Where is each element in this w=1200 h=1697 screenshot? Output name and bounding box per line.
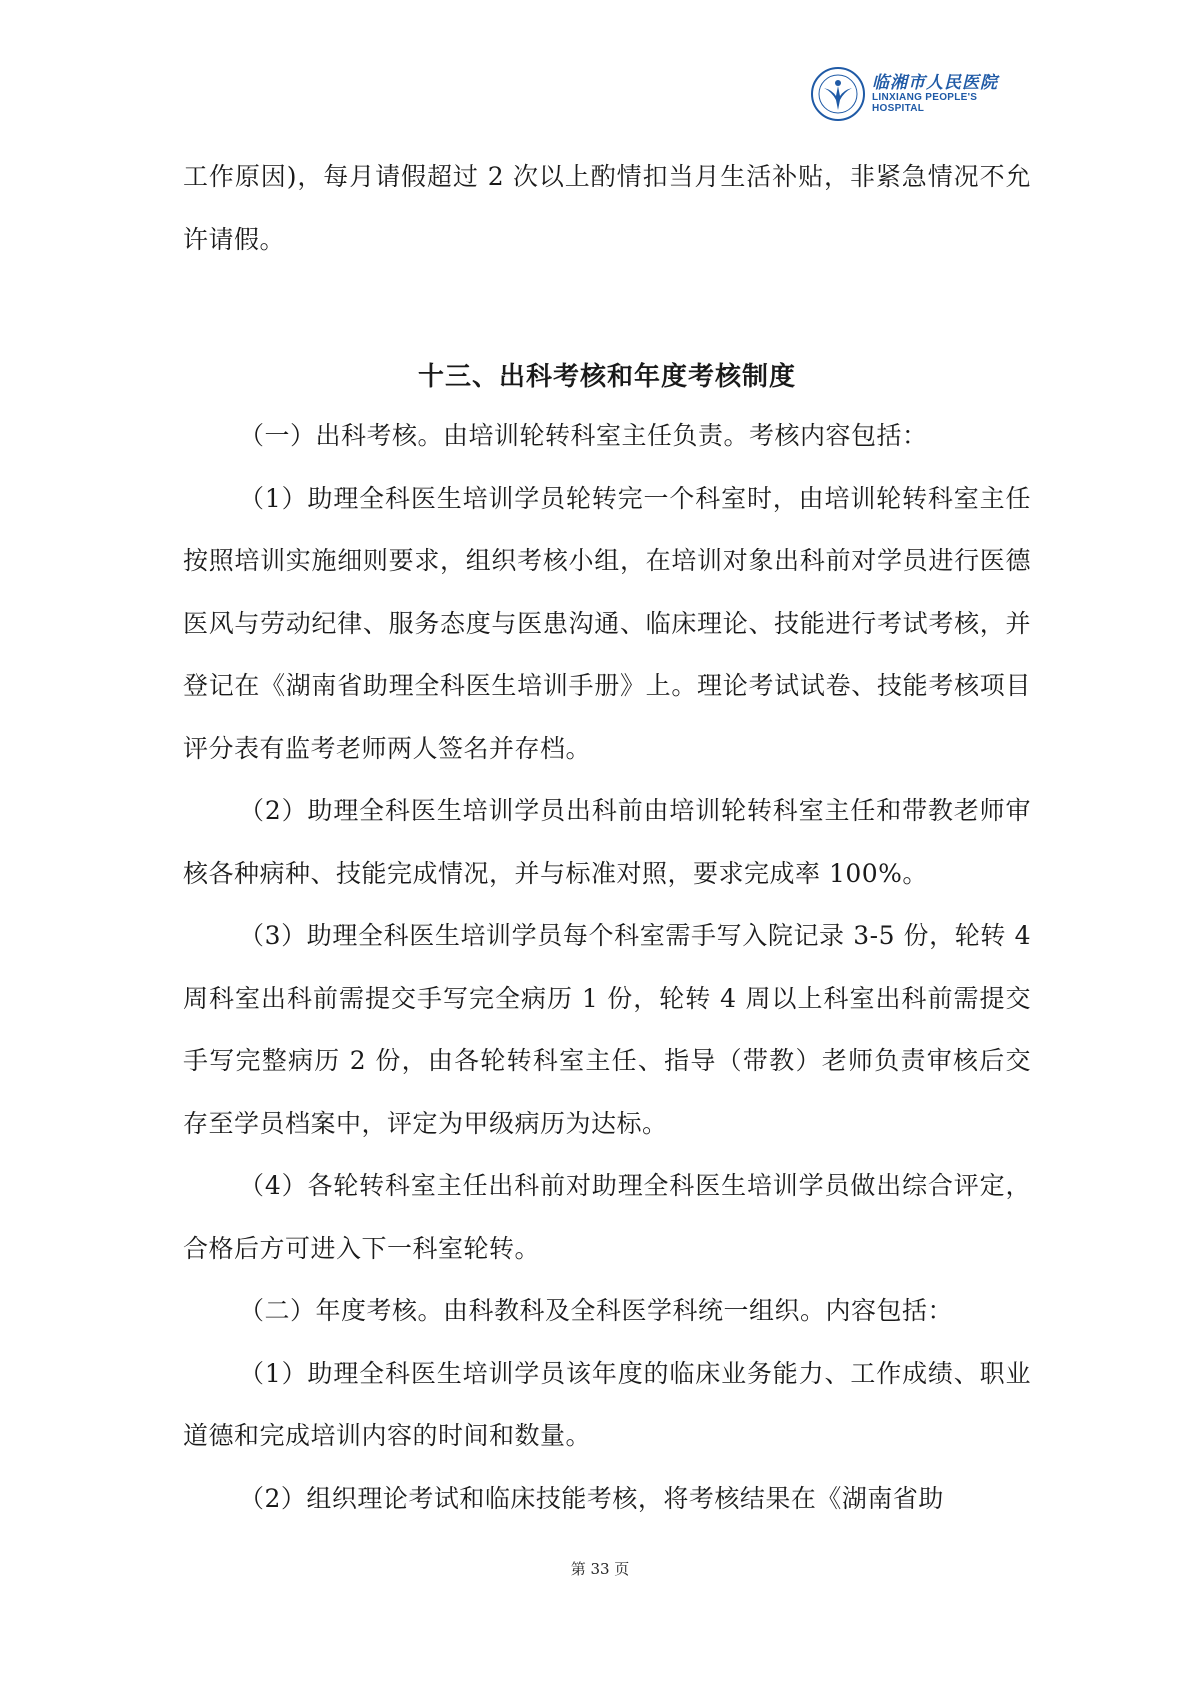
paragraph-annual-item-2: （2）组织理论考试和临床技能考核，将考核结果在《湖南省助 xyxy=(239,1483,944,1513)
hospital-name-en: LINXIANG PEOPLE'S HOSPITAL xyxy=(872,92,978,115)
section-title: 十三、出科考核和年度考核制度 xyxy=(417,362,796,392)
hospital-emblem-icon xyxy=(810,66,866,122)
document-body xyxy=(183,146,1031,1530)
page-number: 第 33 页 xyxy=(570,1560,630,1578)
paragraph-annual-assessment: （二）年度考核。由科教科及全科医学科统一组织。内容包括： xyxy=(239,1296,954,1325)
paragraph-annual-item-1: （1）助理全科医生培训学员该年度的临床业务能力、工作成绩、职业道德和完成培训内容的时间和数量。 xyxy=(183,1358,1031,1450)
paragraph-item-3: （3）助理全科医生培训学员每个科室需手写入院记录 3-5 份，轮转 4 周科室出科前需提交手写完全病历 1 份，轮转 4 周以上科室出科前需提交手写完整病历 2 份，由各轮转科室主任、指导（带教）老师负责审核后交存至学员档案中，评定为甲级病历为达标。 xyxy=(183,921,1031,1138)
paragraph-item-1: （1）助理全科医生培训学员轮转完一个科室时，由培训轮转科室主任按照培训实施细则要求，组织考核小组，在培训对象出科前对学员进行医德医风与劳动纪律、服务态度与医患沟通、临床理论、技能进行考试考核，并登记在《湖南省助理全科医生培训手册》上。理论考试试卷、技能考核项目评分表有监考老师两人签名并存档。 xyxy=(183,483,1031,763)
paragraph-item-4: （4）各轮转科室主任出科前对助理全科医生培训学员做出综合评定，合格后方可进入下一科室轮转。 xyxy=(183,1171,1031,1263)
intro-paragraph: 工作原因)，每月请假超过 2 次以上酌情扣当月生活补贴，非紧急情况不允许请假。 xyxy=(183,162,1031,254)
hospital-logo xyxy=(810,62,1030,126)
hospital-name-cn: 临湘市人民医院 xyxy=(872,72,998,93)
paragraph-exit-assessment: （一）出科考核。由培训轮转科室主任负责。考核内容包括： xyxy=(239,421,928,450)
paragraph-item-2: （2）助理全科医生培训学员出科前由培训轮转科室主任和带教老师审核各种病种、技能完成情况，并与标准对照，要求完成率 100%。 xyxy=(183,796,1031,888)
